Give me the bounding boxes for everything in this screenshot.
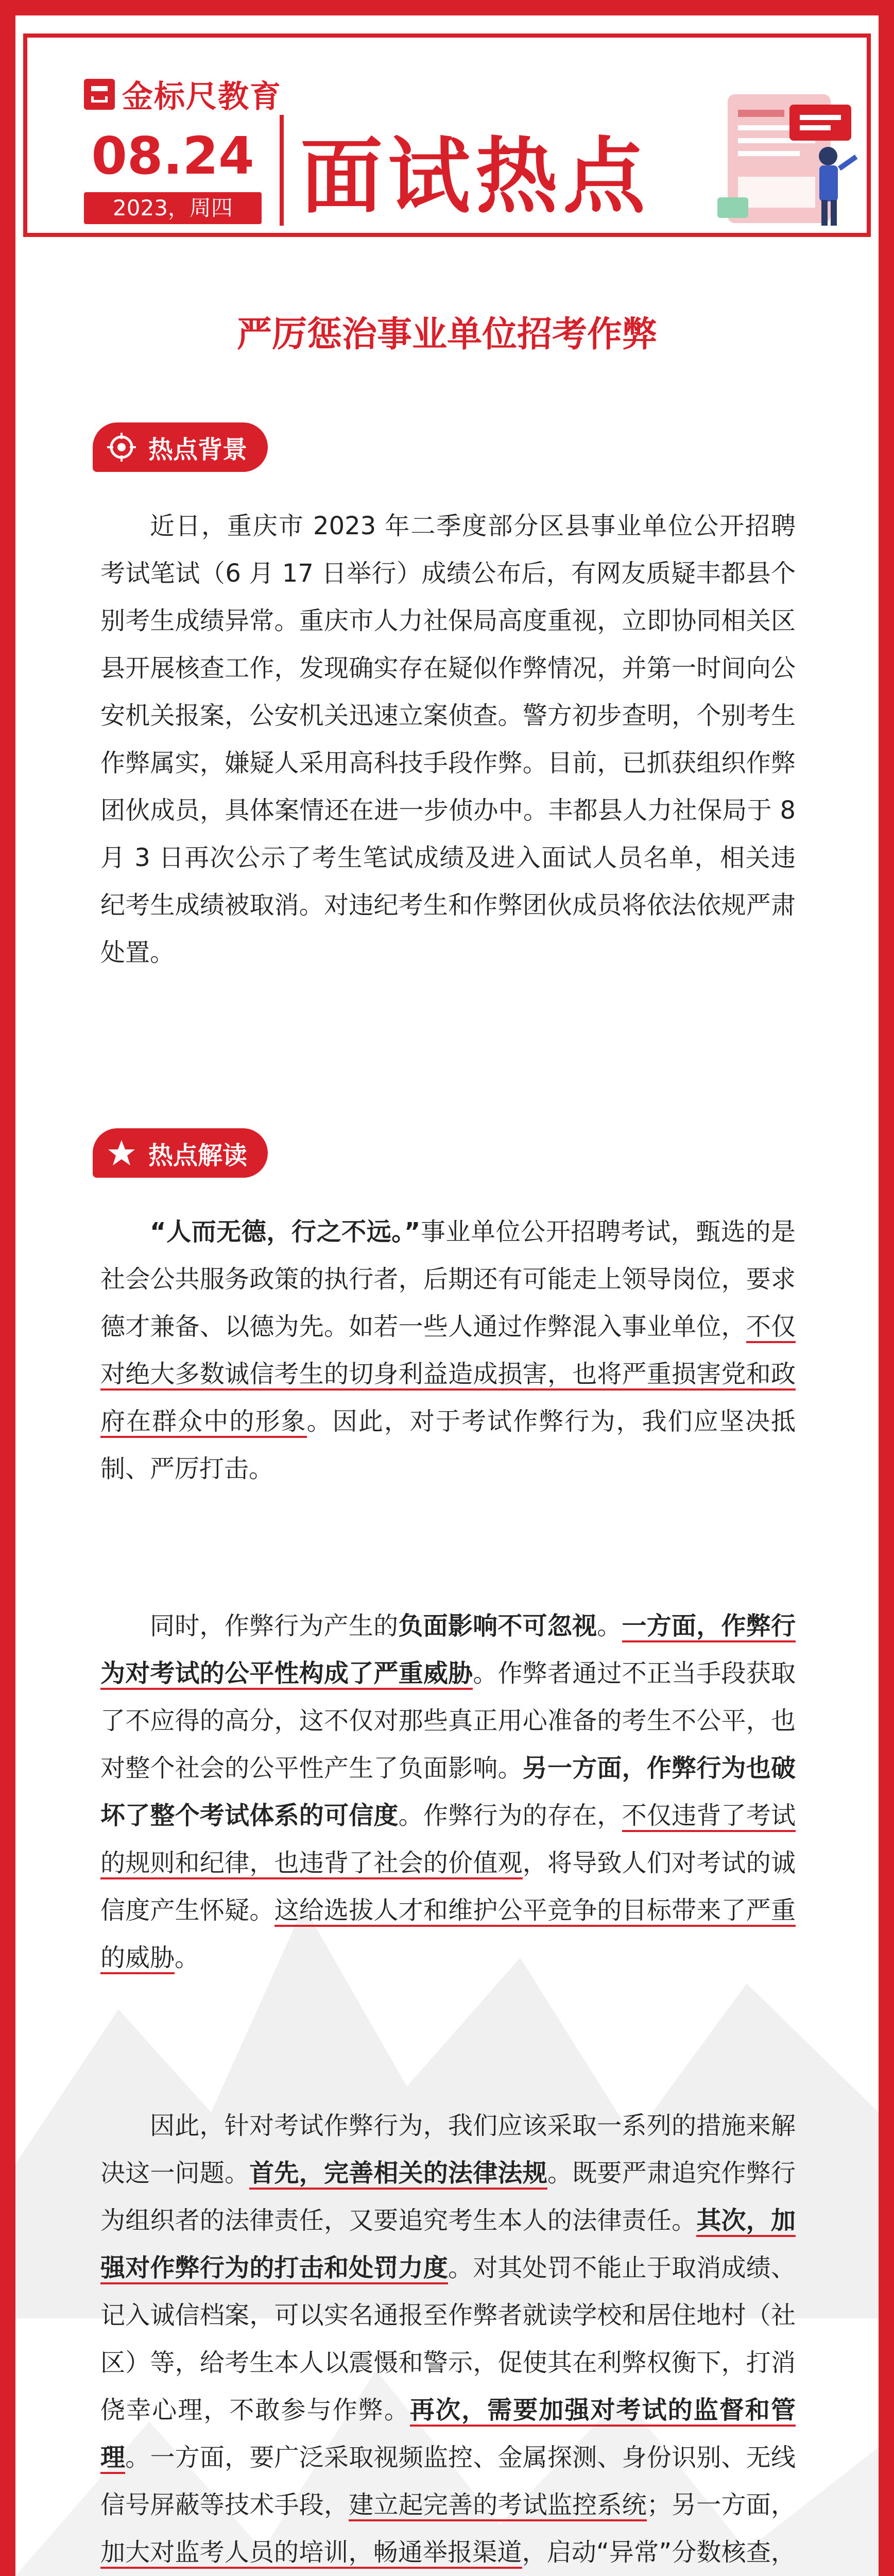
p3-bold-1: 首先，完善相关的法律法规: [249, 2159, 547, 2190]
p3-underline-2: 加大对监考人员的培训，畅通举报渠道: [100, 2538, 522, 2569]
page-frame-right: [879, 0, 894, 2576]
section-badge-interpretation: [93, 1128, 268, 1178]
article-title: 严厉惩治事业单位招考作弊: [236, 314, 657, 355]
p2-text-a: 同时，作弊行为产生的: [150, 1612, 399, 1640]
p1-text-a: 事业单位公开招聘考试，甄选的是社会公共服务政策的执行者，后期还有可能走上领导岗位，要求德才兼备、以德为先。如若一些人通过作弊混入事业单位，: [100, 1217, 796, 1341]
p3-text-f: ，启动“异常”分数核查，: [522, 2538, 796, 2567]
header-divider: [280, 115, 284, 226]
p2-text-d: 。作弊行为的存在，: [398, 1801, 622, 1830]
p3-text-a: 因此，针对考试作弊行为，我们应该采取一系列的措施来解决这一问题。: [100, 2111, 796, 2188]
interpretation-paragraph-2: [100, 1602, 796, 1981]
person-reading-board-icon: [712, 79, 867, 233]
p3-bold-3: 再次，需要加强对考试的监督和管理: [100, 2396, 796, 2474]
p3-underline-1: 建立起完善的考试监控系统: [349, 2490, 647, 2521]
interpretation-paragraph-1: [100, 1208, 796, 1493]
p1-text-b: 。因此，对于考试作弊行为，我们应坚决抵制、严厉打击。: [100, 1407, 796, 1483]
background-paragraph: 近日，重庆市 2023 年二季度部分区县事业单位公开招聘考试笔试（6 月 17 日举行）成绩公布后，有网友质疑丰都县个别考生成绩异常。重庆市人力社保局高度重视，立即协同相关区县开展核查工作，发现确实存在疑似作弊情况，并第一时间向公安机关报案，公安机关迅速立案侦查。警方初步查明，个别考生作弊属实，嫌疑人采用高科技手段作弊。目前，已抓获组织作弊团伙成员，具体案情还在进一步侦办中。丰都县人力社保局于 8 月 3 日再次公示了考生笔试成绩及进入面试人员名单，相关违纪考生成绩被取消。对违纪考生和作弊团伙成员将依法依规严肃处置。: [100, 512, 796, 967]
target-icon: [106, 432, 137, 463]
brand-name: 金标尺教育: [122, 79, 282, 115]
p2-text-b: 。: [597, 1612, 622, 1640]
header-date-sub: 2023，周四: [84, 192, 262, 224]
p2-text-c: 。作弊者通过不正当手段获取了不应得的高分，这不仅对那些真正用心准备的考生不公平，也对整个社会的公平性产生了负面影响。: [100, 1659, 796, 1783]
opening-quote: “人而无德，行之不远。”: [150, 1217, 421, 1246]
p2-bold-1: 负面影响不可忽视: [398, 1612, 597, 1640]
section-badge-background: [93, 422, 268, 472]
page-frame-left: [0, 0, 15, 2576]
header-date: 08.24: [91, 126, 254, 186]
p3-text-d: 。一方面，要广泛采取视频监控、金属探测、身份识别、无线信号屏蔽等技术手段，: [100, 2443, 796, 2519]
p2-text-e: ，将导致人们对考试的诚信度产生怀疑。: [100, 1849, 796, 1925]
p2-bold-3: 另一方面，作弊行为也破坏了整个考试体系的可信度: [100, 1754, 796, 1830]
p2-underline-2: 这给选拔人才和维护公平竞争的目标带来了严重的威胁: [100, 1896, 796, 1974]
brand-logo: [84, 74, 282, 115]
header-banner: [23, 33, 871, 237]
p2-text-f: 。: [175, 1943, 200, 1972]
p3-text-b: 。既要严肃追究作弊行为组织者的法律责任，又要追究考生本人的法律责任。: [100, 2159, 796, 2235]
star-icon: [106, 1138, 137, 1168]
p3-text-e: ；另一方面，: [646, 2490, 796, 2519]
p3-bold-2: 其次，加强对作弊行为的打击和处罚力度: [100, 2206, 796, 2284]
brand-logo-icon: [84, 79, 115, 110]
section-label-interpretation: 热点解读: [148, 1141, 248, 1170]
p1-underline-1: 不仅对绝大多数诚信考生的切身利益造成损害，也将严重损害党和政府在群众中的形象: [100, 1312, 796, 1438]
p2-bold-2: 一方面，作弊行为对考试的公平性构成了严重威胁: [100, 1612, 796, 1690]
page-frame-top: [0, 0, 894, 15]
interpretation-paragraph-3: [100, 2102, 796, 2576]
p2-underline-1: 不仅违背了考试的规则和纪律，也违背了社会的价值观: [100, 1801, 796, 1879]
header-title: 面试热点: [300, 128, 651, 225]
section-label-background: 热点背景: [148, 435, 248, 464]
p3-text-c: 。对其处罚不能止于取消成绩、记入诚信档案，可以实名通报至作弊者就读学校和居住地村（社区）等，给考生本人以震慑和警示，促使其在利弊权衡下，打消侥幸心理，不敢参与作弊。: [100, 2253, 796, 2425]
